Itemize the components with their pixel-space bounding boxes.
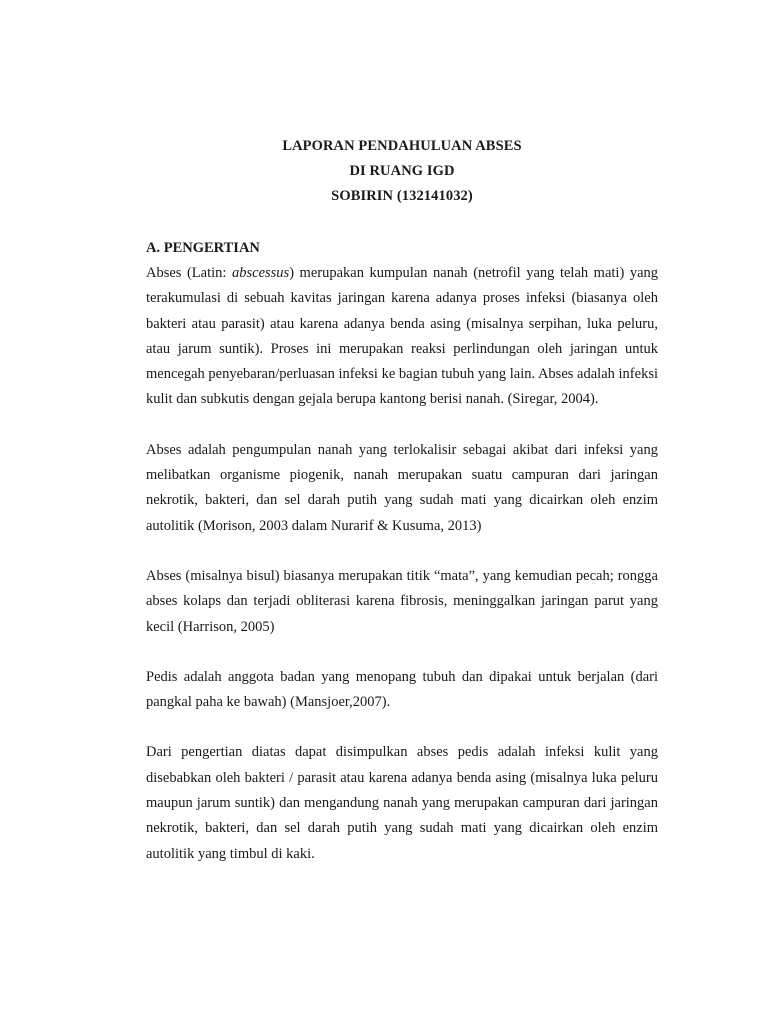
title-line-3: SOBIRIN (132141032) <box>331 188 473 204</box>
title-line-1: LAPORAN PENDAHULUAN ABSES <box>282 138 522 154</box>
paragraph-4: Pedis adalah anggota badan yang menopang tubuh dan dipakai untuk berjalan (dari pangkal paha ke bawah) (Mansjoer,2007). <box>146 668 658 711</box>
paragraph-1-start: Abses (Latin: <box>146 265 232 281</box>
paragraph-1-rest: ) merupakan kumpulan nanah (netrofil yang telah mati) yang terakumulasi di sebuah kavitas jaringan karena adanya proses infeksi (biasanya oleh bakteri atau parasit) atau karena adanya benda asing (misalnya serpihan, luka peluru, atau jarum suntik). Proses ini merupakan reaksi perlindungan oleh jaringan untuk mencegah penyebaran/perluasan infeksi ke bagian tubuh yang lain. Abses adalah infeksi kulit dan subkutis dengan gejala berupa kantong berisi nanah. (Siregar, 2004). <box>146 265 659 408</box>
section-heading: A. PENGERTIAN <box>146 240 260 256</box>
paragraph-3: Abses (misalnya bisul) biasanya merupakan titik “mata”, yang kemudian pecah; rongga abses kolaps dan terjadi obliterasi karena fibrosis, meninggalkan jaringan parut yang kecil (Harrison, 2005) <box>146 567 658 635</box>
document-page <box>146 134 658 867</box>
paragraph-5: Dari pengertian diatas dapat disimpulkan abses pedis adalah infeksi kulit yang disebabkan oleh bakteri / parasit atau karena adanya benda asing (misalnya luka peluru maupun jarum suntik) dan mengandung nanah yang merupakan campuran dari jaringan nekrotik, bakteri, dan sel darah putih yang sudah mati yang dicairkan oleh enzim autolitik yang timbul di kaki. <box>146 744 658 862</box>
title-line-2: DI RUANG IGD <box>349 163 455 179</box>
document-title <box>146 134 658 209</box>
paragraph-1-italic-term: abscessus <box>231 265 290 281</box>
paragraph-2: Abses adalah pengumpulan nanah yang terlokalisir sebagai akibat dari infeksi yang melibatkan organisme piogenik, nanah merupakan suatu campuran dari jaringan nekrotik, bakteri, dan sel darah putih yang sudah mati yang dicairkan oleh enzim autolitik (Morison, 2003 dalam Nurarif & Kusuma, 2013) <box>146 441 658 534</box>
paragraph-1 <box>146 261 658 413</box>
